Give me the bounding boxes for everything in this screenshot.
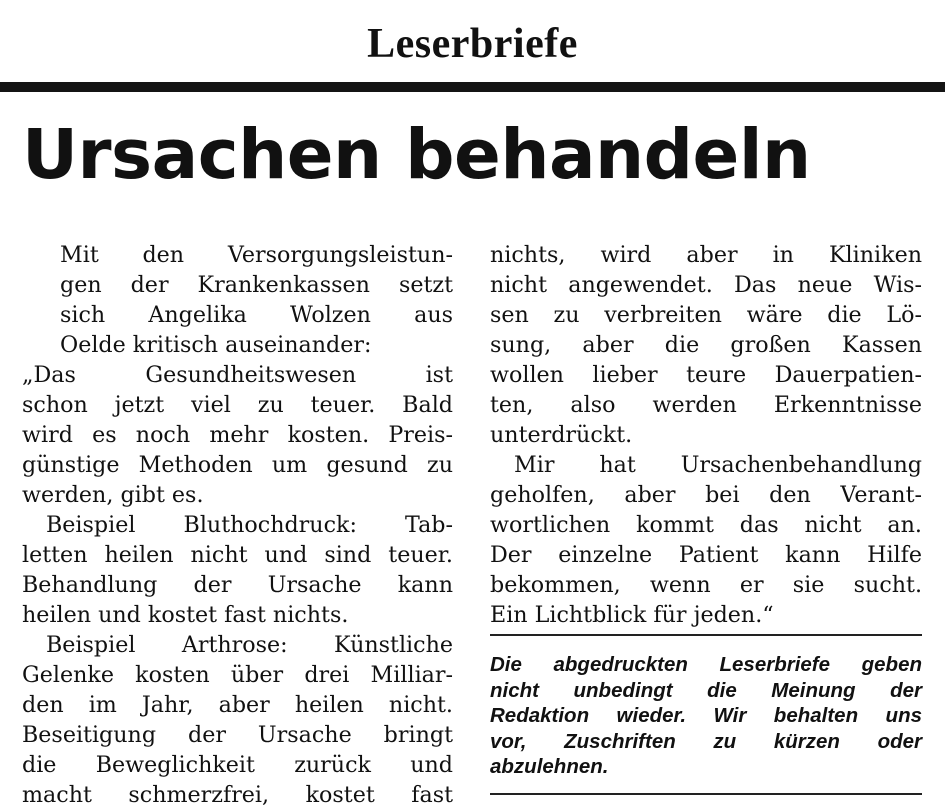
body-line: Der einzelne Patient kann Hilfe: [490, 542, 922, 568]
body-line: werden, gibt es.: [22, 482, 204, 508]
section-title: Leserbriefe: [367, 21, 578, 67]
body-line: macht schmerzfrei, kostet fast: [22, 782, 453, 808]
body-line: sen zu verbreiten wäre die Lö-: [490, 302, 922, 328]
body-line: die Beweglichkeit zurück und: [22, 752, 453, 778]
disclaimer-bottom-rule: [490, 793, 922, 795]
body-line: geholfen, aber bei den Verant-: [490, 482, 922, 508]
body-line: Ein Lichtblick für jeden.“: [490, 602, 774, 628]
body-line: nichts, wird aber in Kliniken: [490, 242, 922, 268]
body-line: Gelenke kosten über drei Milliar-: [22, 662, 453, 688]
body-line: wollen lieber teure Dauerpatien-: [490, 362, 922, 388]
body-line: sich Angelika Wolzen aus: [60, 302, 453, 328]
disclaimer-line: vor, Zuschriften zu kürzen oder: [490, 729, 922, 753]
article-headline: Ursachen behandeln: [22, 115, 811, 195]
body-line: günstige Methoden um gesund zu: [22, 452, 453, 478]
disclaimer-line: nicht unbedingt die Meinung der: [490, 678, 922, 702]
disclaimer-line: abzulehnen.: [490, 755, 609, 778]
body-line: schon jetzt viel zu teuer. Bald: [22, 392, 453, 418]
body-line: letten heilen nicht und sind teuer.: [22, 542, 453, 568]
body-line: wird es noch mehr kosten. Preis-: [22, 422, 453, 448]
disclaimer-top-rule: [490, 634, 922, 636]
body-line: Mir hat Ursachenbehandlung: [514, 452, 922, 478]
body-line: Beispiel Arthrose: Künstliche: [46, 632, 453, 658]
body-line: heilen und kostet fast nichts.: [22, 602, 349, 628]
body-line: Beispiel Bluthochdruck: Tab-: [46, 512, 453, 538]
body-line: unterdrückt.: [490, 422, 633, 448]
disclaimer-line: Die abgedruckten Leserbriefe geben: [490, 653, 922, 676]
editorial-disclaimer: [490, 652, 922, 780]
body-line: Beseitigung der Ursache bringt: [22, 722, 453, 748]
article-column-left: [22, 240, 453, 810]
disclaimer-line: Redaktion wieder. Wir behalten uns: [490, 704, 922, 727]
body-line: ten, also werden Erkenntnisse: [490, 392, 922, 418]
body-line: Behandlung der Ursache kann: [22, 572, 453, 598]
body-line: wortlichen kommt das nicht an.: [490, 512, 922, 538]
body-line: Oelde kritisch auseinander:: [60, 332, 372, 358]
body-line: nicht angewendet. Das neue Wis-: [490, 272, 922, 298]
body-line: sung, aber die großen Kassen: [490, 332, 922, 358]
body-line: Mit den Versorgungsleistun-: [60, 242, 453, 268]
body-line: „Das Gesundheitswesen ist: [22, 362, 453, 388]
body-line: den im Jahr, aber heilen nicht.: [22, 692, 453, 718]
section-divider: [0, 82, 945, 92]
article-column-right: [490, 240, 922, 630]
body-line: gen der Krankenkassen setzt: [60, 272, 453, 298]
body-line: bekommen, wenn er sie sucht.: [490, 572, 922, 598]
